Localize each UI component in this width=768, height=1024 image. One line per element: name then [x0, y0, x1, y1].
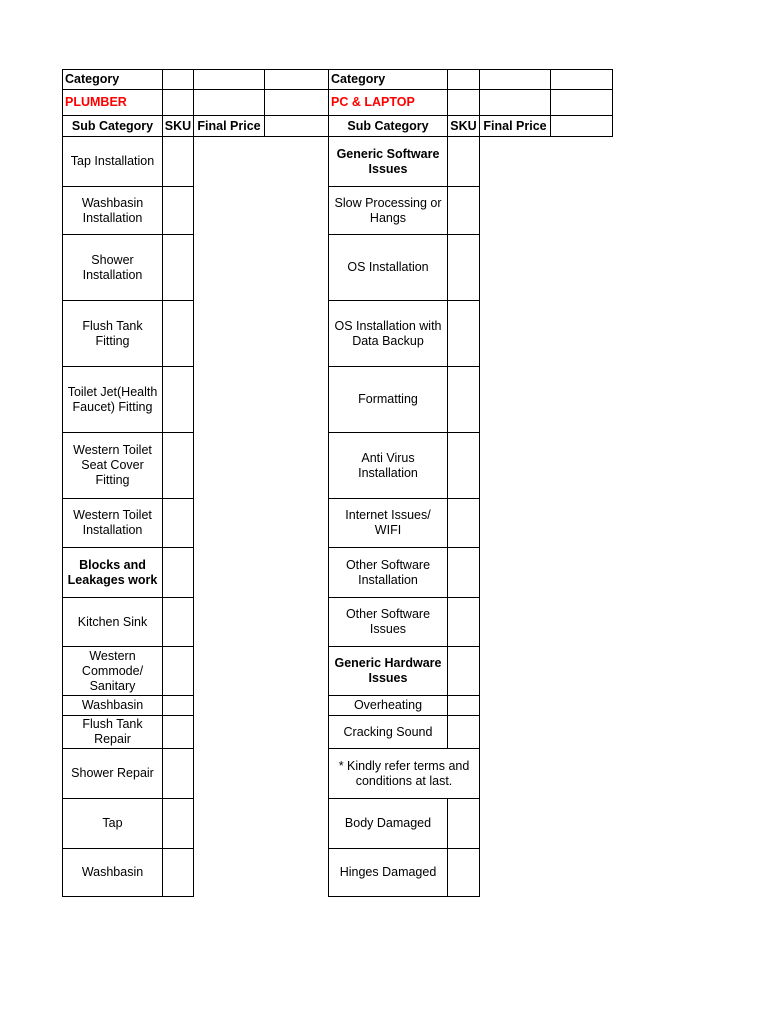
left-sub-category-cell: Flush Tank Repair [62, 715, 163, 749]
left-empty-cell [264, 89, 329, 116]
right-sub-category-cell: Hinges Damaged [328, 848, 448, 897]
right-sub-category-cell: Other Software Installation [328, 547, 448, 598]
left-sub-category-cell: Tap Installation [62, 136, 163, 187]
left-sku-cell [162, 848, 194, 897]
left-sub-category-cell: Blocks and Leakages work [62, 547, 163, 598]
left-empty-cell [264, 69, 329, 90]
right-empty-cell [447, 89, 480, 116]
right-empty-cell [479, 89, 551, 116]
right-sku-cell [447, 848, 480, 897]
right-sub-category-cell: Generic Software Issues [328, 136, 448, 187]
right-sku-cell [447, 798, 480, 849]
left-sub-category-cell: Toilet Jet(Health Faucet) Fitting [62, 366, 163, 433]
right-sub-category-cell: Generic Hardware Issues [328, 646, 448, 696]
right-sub-category-cell: Formatting [328, 366, 448, 433]
left-sub-category-cell: Washbasin Installation [62, 186, 163, 235]
right-sub-category-cell: Other Software Issues [328, 597, 448, 647]
left-header-sub-category: Sub Category [62, 115, 163, 137]
left-empty-cell [193, 69, 265, 90]
left-empty-cell [264, 115, 329, 137]
left-sku-cell [162, 695, 194, 716]
right-sku-cell [447, 136, 480, 187]
left-sku-cell [162, 646, 194, 696]
right-header-sub-category: Sub Category [328, 115, 448, 137]
right-sku-cell [447, 498, 480, 548]
left-sku-cell [162, 234, 194, 301]
right-sku-cell [447, 695, 480, 716]
right-sku-cell [447, 646, 480, 696]
left-sku-cell [162, 136, 194, 187]
left-sku-cell [162, 547, 194, 598]
left-sub-category-cell: Shower Installation [62, 234, 163, 301]
left-header-sku: SKU [162, 115, 194, 137]
left-sku-cell [162, 715, 194, 749]
left-sku-cell [162, 300, 194, 367]
left-header-final-price: Final Price [193, 115, 265, 137]
right-sub-category-cell: OS Installation [328, 234, 448, 301]
left-empty-cell [162, 69, 194, 90]
right-sku-cell [447, 186, 480, 235]
right-sku-cell [447, 432, 480, 499]
left-category-label: Category [62, 69, 163, 90]
left-sub-category-cell: Washbasin [62, 695, 163, 716]
left-empty-cell [162, 89, 194, 116]
right-category-label: Category [328, 69, 448, 90]
left-sku-cell [162, 432, 194, 499]
right-sub-category-cell: Cracking Sound [328, 715, 448, 749]
right-terms-note: * Kindly refer terms and conditions at last. [328, 748, 480, 799]
left-sku-cell [162, 597, 194, 647]
right-sku-cell [447, 366, 480, 433]
left-sub-category-cell: Western Commode/ Sanitary [62, 646, 163, 696]
right-header-final-price: Final Price [479, 115, 551, 137]
right-empty-cell [550, 89, 613, 116]
left-sku-cell [162, 798, 194, 849]
right-header-sku: SKU [447, 115, 480, 137]
right-sub-category-cell: Overheating [328, 695, 448, 716]
left-sub-category-cell: Kitchen Sink [62, 597, 163, 647]
left-sub-category-cell: Tap [62, 798, 163, 849]
left-sku-cell [162, 186, 194, 235]
left-empty-cell [193, 89, 265, 116]
right-sub-category-cell: Anti Virus Installation [328, 432, 448, 499]
right-sku-cell [447, 300, 480, 367]
left-sub-category-cell: Washbasin [62, 848, 163, 897]
right-empty-cell [550, 69, 613, 90]
right-sku-cell [447, 234, 480, 301]
right-sub-category-cell: OS Installation with Data Backup [328, 300, 448, 367]
left-sku-cell [162, 366, 194, 433]
right-sku-cell [447, 597, 480, 647]
right-sku-cell [447, 547, 480, 598]
left-sku-cell [162, 748, 194, 799]
right-empty-cell [447, 69, 480, 90]
right-sub-category-cell: Body Damaged [328, 798, 448, 849]
left-category-value: PLUMBER [62, 89, 163, 116]
right-category-value: PC & LAPTOP [328, 89, 448, 116]
left-sku-cell [162, 498, 194, 548]
right-empty-cell [550, 115, 613, 137]
right-sku-cell [447, 715, 480, 749]
left-sub-category-cell: Shower Repair [62, 748, 163, 799]
right-sub-category-cell: Internet Issues/ WIFI [328, 498, 448, 548]
left-sub-category-cell: Flush Tank Fitting [62, 300, 163, 367]
left-sub-category-cell: Western Toilet Installation [62, 498, 163, 548]
right-empty-cell [479, 69, 551, 90]
right-sub-category-cell: Slow Processing or Hangs [328, 186, 448, 235]
left-sub-category-cell: Western Toilet Seat Cover Fitting [62, 432, 163, 499]
